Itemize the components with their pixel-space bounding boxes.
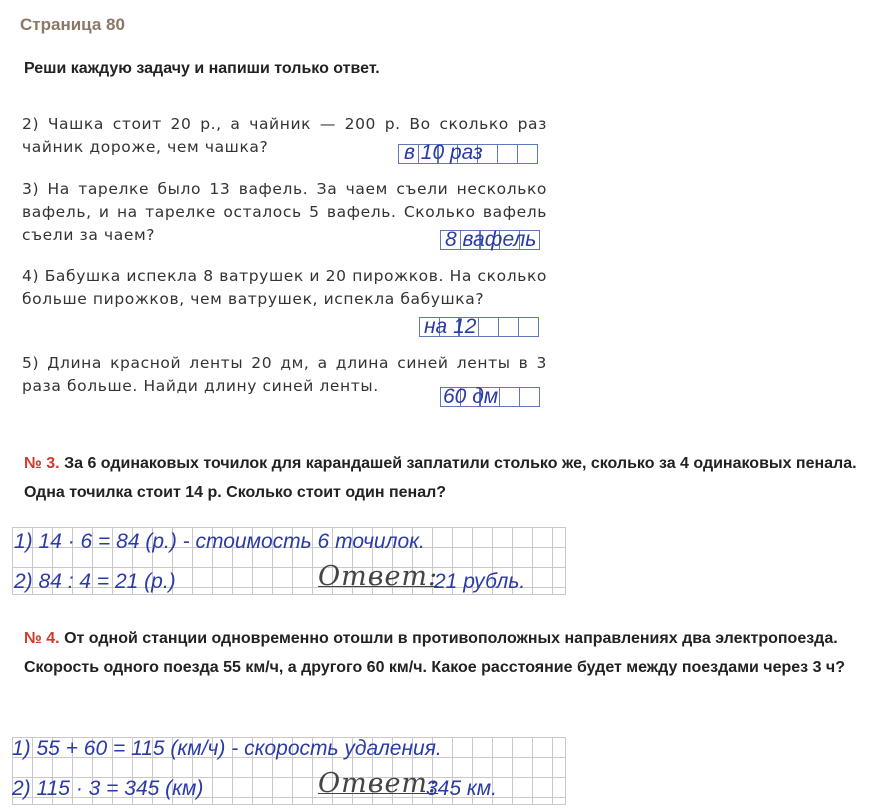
task-2-answer: в 10 раз xyxy=(404,141,483,164)
page-title: Страница 80 xyxy=(20,15,125,34)
task-5-answer: 60 дм xyxy=(443,385,499,408)
task-2-text: 2) Чашка стоит 20 р., а чайник — 200 р. Во сколько раз чайник дороже, чем чашка? xyxy=(22,115,547,156)
problem-4-number: № 4. xyxy=(24,630,60,647)
problem-4-line-2: 2) 115 · 3 = 345 (км) xyxy=(12,777,204,800)
problem-4-line-1: 1) 55 + 60 = 115 (км/ч) - скорость удаления. xyxy=(12,737,442,760)
task-5-text: 5) Длина красной ленты 20 дм, а длина синей ленты в 3 раза больше. Найди длину синей ленты. xyxy=(22,354,547,395)
task-3-answer: 8 вафель xyxy=(445,228,537,251)
task-4-text: 4) Бабушка испекла 8 ватрушек и 20 пирожков. На сколько больше пирожков, чем ватрушек, испекла бабушка? xyxy=(22,267,547,308)
problem-4-heading xyxy=(24,624,864,682)
problem-3-line-1: 1) 14 · 6 = 84 (р.) - стоимость 6 точилок. xyxy=(14,530,425,553)
problem-4-answer: 345 км. xyxy=(426,777,498,800)
problem-3-answer-label: Ответ: xyxy=(318,561,439,592)
instruction: Реши каждую задачу и напиши только ответ. xyxy=(24,60,380,77)
problem-3-number: № 3. xyxy=(24,455,60,472)
problem-4-answer-label: Ответ: xyxy=(318,768,439,799)
task-4-answer: на 12 xyxy=(424,315,477,338)
task-3-text: 3) На тарелке было 13 вафель. За чаем съели несколько вафель, и на тарелке осталось 5 вафель. Сколько вафель съели за чаем? xyxy=(22,180,547,244)
problem-4-text: От одной станции одновременно отошли в противоположных направлениях два электропоезда. Скорость одного поезда 55 км/ч, а другого 60 км/ч. Какое расстояние будет между поездами через 3 ч? xyxy=(24,630,845,676)
problem-3-answer: 21 рубль. xyxy=(434,570,526,593)
problem-3-text: За 6 одинаковых точилок для карандашей заплатили столько же, сколько за 4 одинаковых пенала. Одна точилка стоит 14 р. Сколько стоит один пенал? xyxy=(24,455,857,501)
problem-3-line-2: 2) 84 : 4 = 21 (р.) xyxy=(14,570,176,593)
problem-3-heading xyxy=(24,449,864,507)
